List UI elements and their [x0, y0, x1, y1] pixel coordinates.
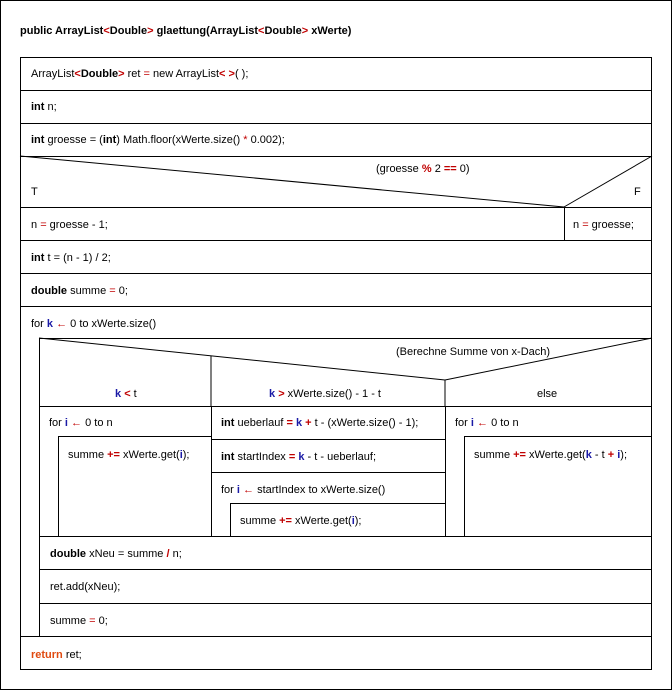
if-then-branch [20, 207, 565, 241]
code-token: k [115, 388, 122, 400]
code-line [68, 449, 190, 462]
code-token: int [31, 134, 45, 146]
code-token: 0; [115, 285, 128, 297]
code-token: ) Math.floor(xWerte.size() [116, 134, 244, 146]
stmt-groesse [20, 123, 652, 157]
code-token: t = (n - 1) / 2; [44, 252, 111, 264]
code-token: k [295, 417, 303, 429]
if-false-label: F [634, 186, 641, 198]
code-token: new ArrayList [149, 68, 220, 80]
code-token: = [582, 219, 589, 231]
code-token: k [298, 451, 305, 463]
code-line [31, 649, 82, 662]
code-token: i [236, 484, 240, 496]
code-token: ( ); [234, 68, 249, 80]
code-token: i [64, 417, 68, 429]
code-token: > [301, 25, 309, 37]
code-token: ); [182, 449, 190, 461]
code-token: ); [620, 449, 628, 461]
code-token: - t [591, 449, 608, 461]
code-token: xWerte [311, 25, 348, 37]
code-token: Double [264, 25, 302, 37]
code-token: summe [68, 449, 108, 461]
code-line [240, 515, 362, 528]
code-token: xNeu = summe [86, 548, 167, 560]
code-token: summe [240, 515, 280, 527]
code-token: groesse; [588, 219, 634, 231]
code-token: xWerte.get( [525, 449, 586, 461]
stmt-int-n [20, 90, 652, 124]
code-token: groesse = ( [44, 134, 103, 146]
code-token: 0; [95, 615, 108, 627]
code-token: < [124, 388, 131, 400]
code-token: summe [67, 285, 110, 297]
code-line [50, 615, 108, 628]
code-token: ArrayList [209, 25, 259, 37]
code-token: = [288, 451, 296, 463]
code-token: k [269, 388, 276, 400]
code-token: > [278, 388, 285, 400]
code-token: xWerte.size() - 1 - t [284, 388, 381, 400]
code-token: (groesse [376, 163, 422, 175]
code-line [50, 548, 182, 561]
stmt-int-t [20, 240, 652, 274]
code-line [31, 252, 111, 265]
code-token: > [147, 25, 154, 37]
code-token: int [31, 101, 45, 113]
code-token: summe [50, 615, 90, 627]
code-token: 0) [456, 163, 470, 175]
code-token: for [455, 417, 468, 429]
code-token: i [617, 449, 621, 461]
code-token: += [107, 449, 120, 461]
case2-loop-body [230, 503, 446, 537]
code-token: ArrayList [31, 68, 75, 80]
code-token: Double [80, 68, 119, 80]
case2-startindex [211, 439, 446, 473]
code-token: < [74, 68, 81, 80]
method-signature [20, 25, 351, 38]
code-token: ArrayList [55, 25, 104, 37]
code-token: public [20, 25, 53, 37]
code-token: summe [474, 449, 514, 461]
code-token: < > [219, 68, 235, 80]
code-token: ← [71, 417, 83, 429]
code-token: 0.002); [247, 134, 285, 146]
code-token: double [31, 285, 68, 297]
case-label-k-greater [269, 388, 381, 401]
case-label-else: else [537, 388, 558, 400]
code-token: = [286, 417, 293, 429]
code-token: 0 to n [82, 417, 113, 429]
code-token: n; [44, 101, 57, 113]
code-token: t [130, 388, 137, 400]
code-token: % [421, 163, 432, 175]
code-token: ret [124, 68, 144, 80]
loop-for-k-header [31, 318, 156, 331]
code-token: groesse - 1; [46, 219, 108, 231]
code-line [49, 417, 113, 430]
if-diagonals [20, 156, 652, 208]
code-token: k [585, 449, 592, 461]
code-token: += [513, 449, 526, 461]
case3-loop-body [464, 436, 652, 537]
code-token: ret; [62, 649, 82, 661]
if-else-branch [564, 207, 652, 241]
code-token: return [31, 649, 63, 661]
code-line [221, 484, 385, 497]
code-token: / [166, 548, 170, 560]
code-token: i [351, 515, 355, 527]
case-label-k-less-t [115, 388, 137, 401]
code-token: - t - ueberlauf; [304, 451, 377, 463]
if-true-label: T [31, 186, 38, 198]
code-line [221, 417, 418, 430]
code-line: ret.add(xNeu); [50, 581, 121, 593]
code-token: * [243, 134, 248, 146]
code-token: + [305, 417, 312, 429]
code-token: for [49, 417, 62, 429]
code-token: k [46, 318, 54, 330]
code-line [455, 417, 519, 430]
code-line [31, 285, 128, 298]
case2-ueberlauf [211, 406, 446, 440]
code-token: ) [347, 25, 352, 37]
stmt-return [20, 636, 652, 670]
code-token: 2 [431, 163, 444, 175]
code-line [31, 68, 248, 81]
code-token: < [258, 25, 265, 37]
code-token: == [443, 163, 457, 175]
stmt-ret-declaration [20, 57, 652, 91]
code-token: int [221, 417, 235, 429]
code-token: for [221, 484, 234, 496]
code-line [474, 449, 627, 462]
code-token: 0 to n [488, 417, 519, 429]
stmt-ret-add [39, 569, 652, 604]
code-token: int [221, 451, 235, 463]
stmt-summe-decl [20, 273, 652, 307]
code-token: ueberlauf [234, 417, 287, 429]
code-token: n [573, 219, 583, 231]
code-token: xWerte.get( [119, 449, 180, 461]
code-line [221, 451, 376, 464]
code-token: for [31, 318, 44, 330]
code-line [31, 219, 108, 232]
code-token: = [40, 219, 47, 231]
stmt-summe-reset [39, 603, 652, 637]
code-token: ← [243, 484, 255, 496]
code-token: ← [477, 417, 489, 429]
code-token: = [143, 68, 150, 80]
code-token: glaettung [156, 25, 207, 37]
code-token: ); [354, 515, 362, 527]
code-token: ( [206, 25, 210, 37]
code-token: < [103, 25, 110, 37]
code-line [573, 219, 634, 232]
code-token: startIndex [234, 451, 289, 463]
code-token: int [31, 252, 45, 264]
code-token: = [109, 285, 116, 297]
code-token: t - (xWerte.size() - 1); [311, 417, 419, 429]
code-token: n [31, 219, 41, 231]
code-token: > [118, 68, 125, 80]
code-token: i [470, 417, 474, 429]
code-token: double [50, 548, 87, 560]
code-token: + [607, 449, 615, 461]
code-token: ← [56, 318, 68, 330]
case-condition: (Berechne Summe von x-Dach) [396, 346, 551, 358]
code-token: n; [169, 548, 182, 560]
code-token: 0 to xWerte.size() [67, 318, 157, 330]
code-token: xWerte.get( [291, 515, 352, 527]
code-line [31, 101, 57, 114]
stmt-xneu [39, 536, 652, 570]
code-token: += [279, 515, 292, 527]
code-token: i [179, 449, 183, 461]
case1-loop-body [58, 436, 212, 537]
code-token: startIndex to xWerte.size() [254, 484, 386, 496]
code-token: = [89, 615, 96, 627]
code-token: Double [109, 25, 148, 37]
code-line [31, 134, 285, 147]
if-condition [376, 163, 470, 176]
code-token: int [102, 134, 117, 146]
